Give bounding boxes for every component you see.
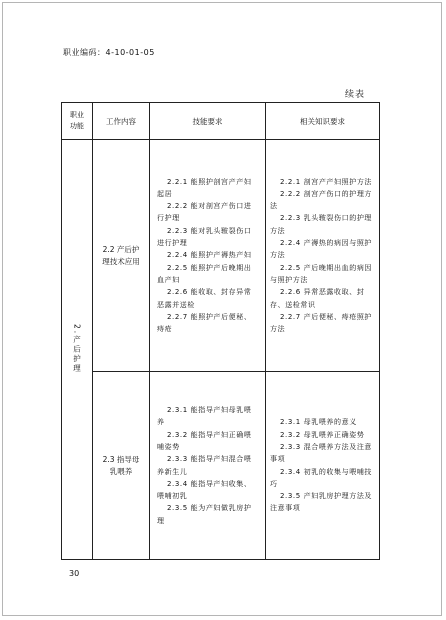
knowledge-item: 2.2.2 剖宫产伤口的护理方法 — [270, 189, 373, 211]
page-number: 30 — [69, 569, 80, 578]
skill-item: 2.3.1 能指导产妇母乳喂养 — [157, 406, 252, 427]
skill-item: 2.2.6 能收取、封存异常恶露并送检 — [157, 288, 252, 309]
header-function — [62, 103, 93, 140]
skill-item: 2.3.5 能为产妇做乳房护理 — [157, 504, 252, 525]
knowledge-item: 2.3.4 初乳的收集与喂哺技巧 — [270, 467, 373, 488]
continued-label: 续表 — [345, 90, 366, 100]
knowledge-item: 2.3.3 混合喂养方法及注意事项 — [270, 442, 373, 464]
header-function-text: 职业功能 — [70, 111, 84, 130]
work-content: 2.2 产后护理技术应用 — [102, 244, 140, 266]
skill-item: 2.2.4 能照护产褥热产妇 — [167, 251, 252, 260]
skill-item: 2.2.7 能照护产后便秘、痔疮 — [157, 312, 252, 334]
header-skills: 技能要求 — [150, 103, 266, 140]
skill-item: 2.3.4 能指导产妇收集、喂哺初乳 — [157, 479, 252, 501]
knowledge-item: 2.3.2 母乳喂养正确姿势 — [280, 430, 365, 439]
knowledge-item: 2.3.1 母乳喂养的意义 — [280, 418, 357, 427]
skill-item: 2.2.2 能对剖宫产伤口进行护理 — [157, 202, 252, 223]
knowledge-item: 2.2.3 乳头皲裂伤口的护理方法 — [270, 214, 373, 235]
knowledge-cell — [266, 140, 380, 372]
knowledge-cell — [266, 372, 380, 560]
knowledge-item: 2.2.1 剖宫产产妇照护方法 — [280, 177, 373, 186]
skill-item: 2.2.3 能对乳头皲裂伤口进行护理 — [157, 226, 252, 248]
table-header-row — [62, 103, 380, 140]
skill-item: 2.3.3 能指导产妇混合喂养新生儿 — [157, 455, 252, 476]
knowledge-item: 2.2.7 产后便秘、痔疮照护方法 — [270, 312, 373, 334]
knowledge-item: 2.3.5 产妇乳房护理方法及注意事项 — [270, 492, 373, 513]
function-name: 2.产后护理 — [72, 323, 82, 374]
occupation-code: 职业编码：4-10-01-05 — [63, 48, 155, 57]
skill-item: 2.2.5 能照护产后晚期出血产妇 — [157, 263, 252, 284]
table-row — [62, 372, 380, 560]
work-content-cell — [93, 140, 150, 372]
work-content-cell — [93, 372, 150, 560]
skill-item: 2.3.2 能指导产妇正确喂哺姿势 — [157, 430, 252, 451]
skills-cell — [150, 140, 266, 372]
skill-item: 2.2.1 能照护剖宫产产妇起居 — [157, 177, 252, 198]
function-cell — [62, 140, 93, 560]
knowledge-item: 2.2.5 产后晚期出血的病因与照护方法 — [270, 263, 373, 284]
skill-requirements-table — [61, 102, 380, 560]
work-content: 2.3 指导母乳喂养 — [102, 454, 140, 476]
skills-cell — [150, 372, 266, 560]
header-knowledge: 相关知识要求 — [266, 103, 380, 140]
table-row — [62, 140, 380, 372]
document-page — [2, 2, 442, 616]
knowledge-item: 2.2.4 产褥热的病因与照护方法 — [270, 239, 373, 260]
knowledge-item: 2.2.6 异常恶露收取、封存、送检常识 — [270, 288, 365, 309]
header-work: 工作内容 — [93, 103, 150, 140]
